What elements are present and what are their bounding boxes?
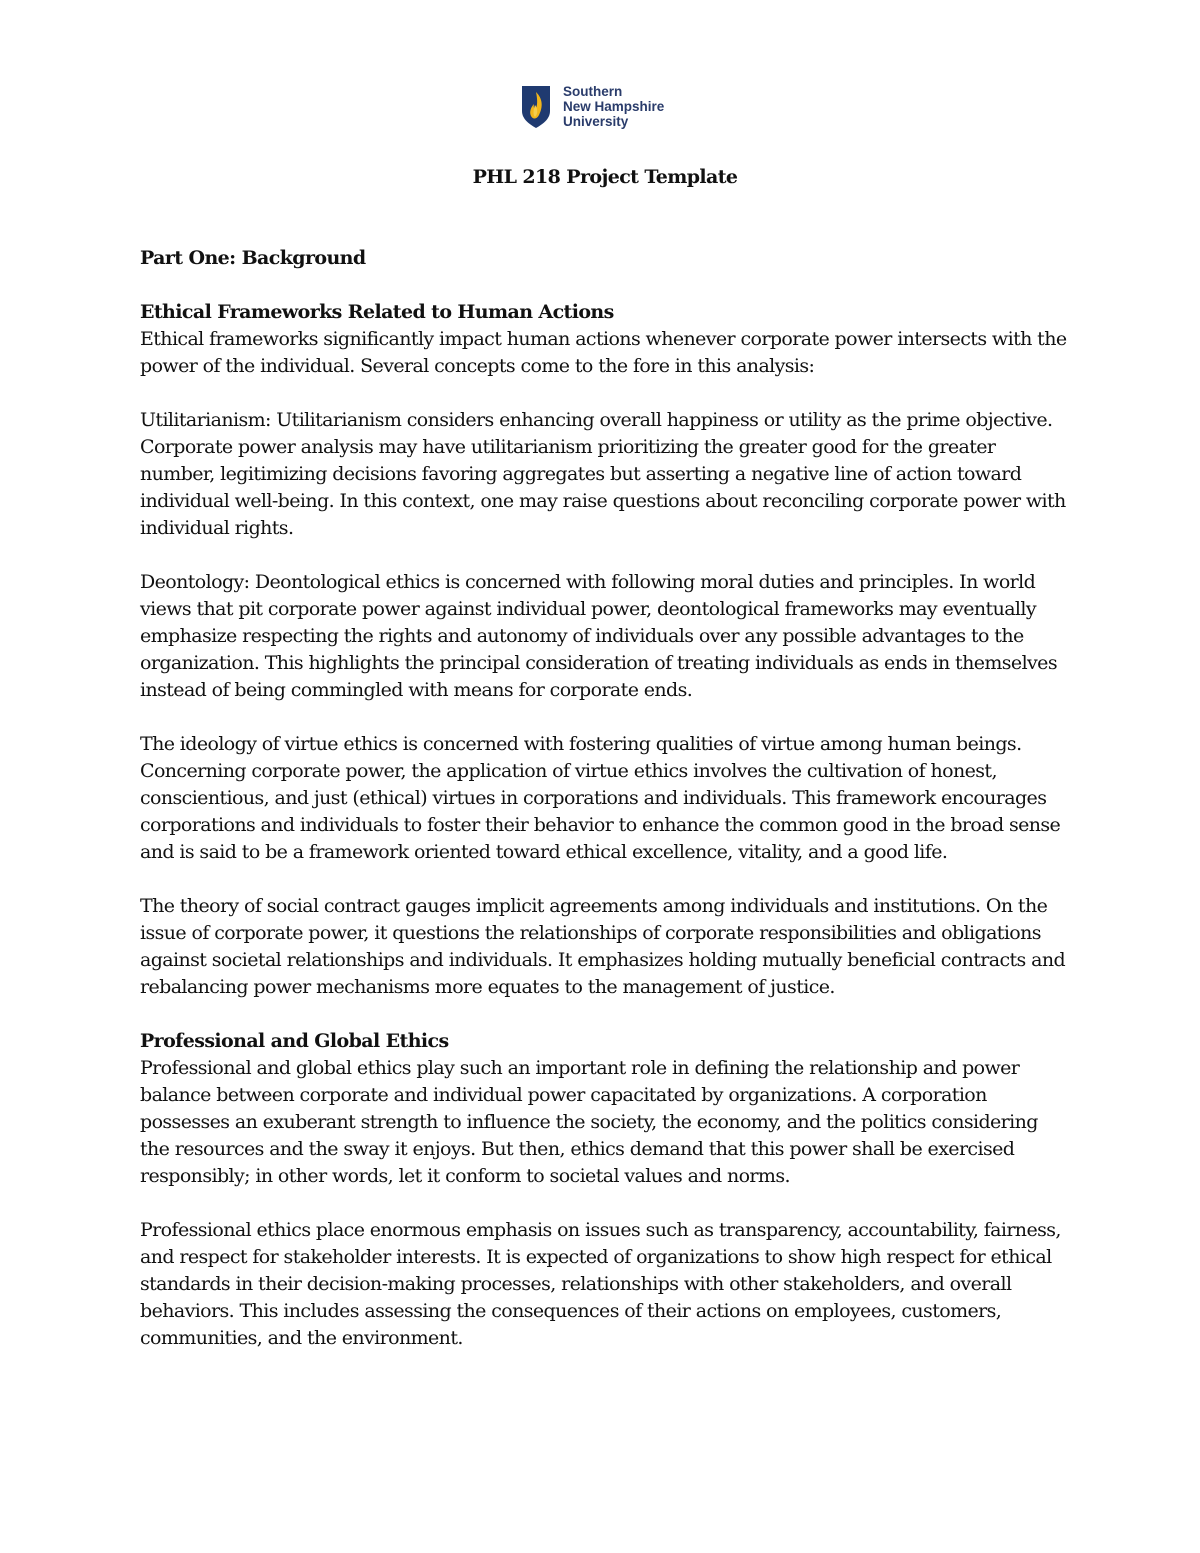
logo-wordmark xyxy=(563,84,664,129)
paragraph: Professional ethics place enormous emphasis on issues such as transparency, accountability, fairness, and respect for stakeholder interests. It is expected of organizations to show high respect for ethical standards in their decision-making processes, relationships with other stakeholders, and overall behaviors. This includes assessing the consequences of their actions on employees, customers, communities, and the environment. xyxy=(140,1219,1061,1349)
logo-line-2: New Hampshire xyxy=(563,99,665,114)
part-one-heading: Part One: Background xyxy=(140,247,366,269)
document-title: PHL 218 Project Template xyxy=(472,166,738,188)
paragraph: The theory of social contract gauges implicit agreements among individuals and institutions. On the issue of corporate power, it questions the relationships of corporate responsibilities and obligations against societal relationships and individuals. It emphasizes holding mutually beneficial contracts and rebalancing power mechanisms more equates to the management of justice. xyxy=(140,895,1066,998)
section-heading-ethical-frameworks: Ethical Frameworks Related to Human Actions xyxy=(140,301,614,323)
document-body xyxy=(140,164,1070,1379)
paragraph: The ideology of virtue ethics is concerned with fostering qualities of virtue among human beings. Concerning corporate power, the application of virtue ethics involves the cultivation of honest, conscientious, and just (ethical) virtues in corporations and individuals. This framework encourages corporations and individuals to foster their behavior to enhance the common good in the broad sense and is said to be a framework oriented toward ethical excellence, vitality, and a good life. xyxy=(140,733,1061,863)
logo-line-1: Southern xyxy=(563,84,623,99)
snhu-shield-flame-icon xyxy=(521,85,551,129)
section-heading-professional-global-ethics: Professional and Global Ethics xyxy=(140,1030,449,1052)
university-logo xyxy=(521,84,664,129)
paragraph: Professional and global ethics play such an important role in defining the relationship and power balance between corporate and individual power capacitated by organizations. A corporation possesses an exuberant strength to influence the society, the economy, and the politics considering the resources and the sway it enjoys. But then, ethics demand that this power shall be exercised responsibly; in other words, let it conform to societal values and norms. xyxy=(140,1057,1038,1187)
paragraph: Deontology: Deontological ethics is concerned with following moral duties and principles. In world views that pit corporate power against individual power, deontological frameworks may eventually emphasize respecting the rights and autonomy of individuals over any possible advantages to the organization. This highlights the principal consideration of treating individuals as ends in themselves instead of being commingled with means for corporate ends. xyxy=(140,571,1057,701)
logo-line-3: University xyxy=(563,114,629,129)
paragraph: Utilitarianism: Utilitarianism considers enhancing overall happiness or utility as the prime objective. Corporate power analysis may have utilitarianism prioritizing the greater good for the greater number, legitimizing decisions favoring aggregates but asserting a negative line of action toward individual well-being. In this context, one may raise questions about reconciling corporate power with individual rights. xyxy=(140,409,1066,539)
paragraph: Ethical frameworks significantly impact human actions whenever corporate power intersects with the power of the individual. Several concepts come to the fore in this analysis: xyxy=(140,328,1067,377)
